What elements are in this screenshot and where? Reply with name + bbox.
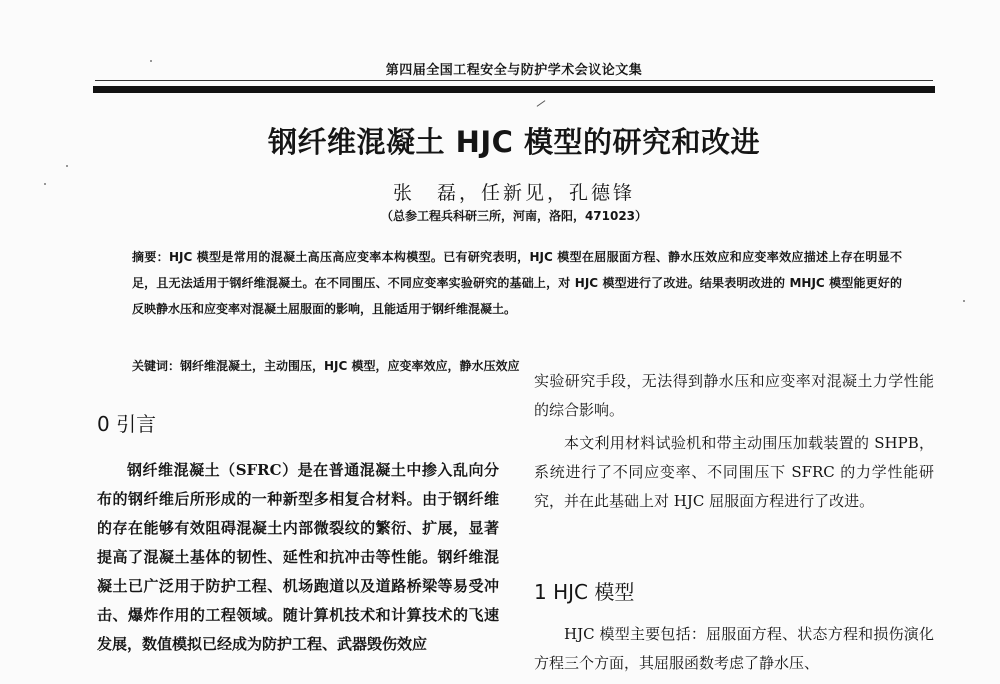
study-paragraph: 本文利用材料试验机和带主动围压加载装置的 SHPB，系统进行了不同应变率、不同围压下 SFRC 的力学性能研究，并在此基础上对 HJC 屈服面方程进行了改进。 — [534, 434, 934, 510]
section-heading-hjc-model: 1 HJC 模型 — [534, 580, 635, 604]
abstract-label: 摘要： — [132, 250, 169, 264]
proceedings-header: 第四届全国工程安全与防护学术会议论文集 — [385, 63, 643, 78]
introduction-column — [97, 456, 499, 659]
paper-affiliation: （总参工程兵科研三所，河南，洛阳，471023） — [380, 209, 648, 223]
scan-speck — [44, 183, 46, 185]
continuation-paragraph: 实验研究手段，无法得到静水压和应变率对混凝土力学性能的综合影响。 — [534, 372, 934, 419]
introduction-paragraph: 钢纤维混凝土（SFRC）是在普通混凝土中掺入乱向分布的钢纤维后所形成的一种新型多相复合材料。由于钢纤维的存在能够有效阻碍混凝土内部微裂纹的繁衍、扩展，显著提高了混凝土基体的韧性、延性和抗冲击等性能。钢纤维混凝土已广泛用于防护工程、机场跑道以及道路桥梁等易受冲击、爆炸作用的工程领域。随计算机技术和计算技术的飞速发展，数值模拟已经成为防护工程、武器毁伤效应 — [97, 461, 499, 653]
hjc-column — [534, 620, 934, 678]
abstract-text: HJC 模型是常用的混凝土高压高应变率本构模型。已有研究表明，HJC 模型在屈服面方程、静水压效应和应变率效应描述上存在明显不足，且无法适用于钢纤维混凝土。在不同围压、不同应变率实验研究的基础上，对 HJC 模型进行了改进。结果表明改进的 MHJC 模型能更好的反映静水压和应变率对混凝土屈服面的影响，且能适用于钢纤维混凝土。 — [132, 250, 902, 316]
header-thin-rule — [95, 80, 933, 81]
scan-speck — [150, 60, 152, 62]
header-thick-rule — [93, 86, 935, 93]
scan-speck — [66, 165, 68, 167]
scan-speck — [963, 300, 965, 302]
abstract — [132, 244, 902, 322]
paper-authors: 张 磊，任新见，孔德锋 — [392, 182, 635, 204]
section-heading-introduction: 0 引言 — [97, 412, 157, 436]
right-column-continuation — [534, 367, 934, 425]
paper-title: 钢纤维混凝土 HJC 模型的研究和改进 — [267, 125, 761, 159]
right-column-paragraph — [534, 429, 934, 516]
keywords-label: 关键词： — [132, 359, 181, 373]
keywords-text: 钢纤维混凝土，主动围压，HJC 模型，应变率效应，静水压效应 — [180, 359, 520, 373]
scan-mark — [537, 100, 546, 107]
hjc-paragraph: HJC 模型主要包括：屈服面方程、状态方程和损伤演化方程三个方面，其屈服函数考虑了静水压、 — [534, 625, 934, 672]
